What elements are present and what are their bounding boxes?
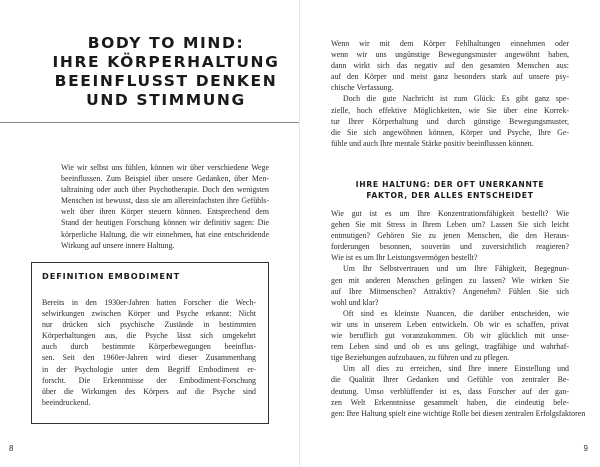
title-line: UND STIMMUNG [86,91,246,109]
text-line: wie beruflich gut voranzukommen. Ob wir glücklich mit unse- [331,331,569,341]
text-line: beeindruckend. [42,397,91,407]
text-line: wohl und klar? [331,297,379,307]
text-line: die Qualität Ihrer Gedanken und Gefühle von zentraler Be- [331,375,569,385]
text-line: welt über ihren Körper steuern können. Entsprechend dem [61,207,269,217]
title-line: IHRE KÖRPERHALTUNG [52,53,280,71]
text-line: wenn wir uns ungünstige Bewegungsmuster angewöhnt haben, [331,50,569,60]
intro-paragraph [61,162,269,251]
text-line: Menschen ist bewusst, dass sie am allereinfachsten ihre Gefühls- [61,196,269,206]
text-line: fühle und auch Ihre mentale Stärke positiv beeinflussen können. [331,138,534,148]
text-line: Um Ihr Selbstvertrauen und um Ihre Fähigkeit, Begegnun- [343,264,569,274]
text-line: auf Ihre Mitmenschen? Attraktiv? Angenehm? Fühlen Sie sich [331,286,569,296]
right-bottom-paragraphs [331,208,586,419]
text-line: deutung. Umso verblüffender ist es, dass Forscher auf der gan- [331,386,569,396]
subheading-line: FAKTOR, DER ALLES ENTSCHEIDET [366,191,534,200]
text-line: entmutigen? Gehören Sie zu jenen Menschen, die den Heraus- [331,231,569,241]
text-line: nur drücken sich psychische Zustände in bestimmten [42,320,256,330]
text-line: dann wirkt sich das negativ auf den gesamten Menschen aus: [331,61,569,71]
text-line: auch durch bestimmte Körperbewegungen beeinflus- [42,342,256,352]
subheading-line: IHRE HALTUNG: DER OFT UNERKANNTE [355,180,545,189]
text-line: in der Psychologie unter dem Begriff Embodiment er- [42,364,256,374]
page-number: 8 [9,444,14,453]
text-line: Wenn wir mit dem Körper Fehlhaltungen einnehmen oder [331,39,569,48]
text-line: zielle, hoch effektive Möglichkeiten, wie Sie über eine Korrek- [331,105,569,115]
text-line: Stand der heutigen Forschung können wir definitiv sagen: Die [61,218,269,228]
page-number: 9 [583,444,588,453]
text-line: Wirkung auf unsere innere Haltung. [61,240,175,250]
title-line: BEEINFLUSST DENKEN [54,72,278,90]
section-subheading [331,179,569,201]
text-line: über die Wirkungen des Körpers auf die Psyche sind [42,386,256,396]
text-line: taltraining oder auch über Psychotherapie. Doch den wenigsten [61,185,269,195]
text-line: chische Verfassung. [331,83,394,93]
right-top-paragraphs [331,38,569,149]
text-line: tige Beziehungen aufzubauen, zu führen und zu pflegen. [331,353,510,363]
text-line: zen Welt Erkenntnisse gesammelt haben, die eindeutig bele- [331,397,569,407]
text-line: sen. Seit den 1960er-Jahren wird dieser Zusammenhang [42,353,256,363]
text-line: Bereits in den 1930er-Jahren hatten Forscher die Wech- [42,298,256,307]
text-line: gen mit anderen Menschen gelingen zu lassen? Wie wirken Sie [331,275,569,285]
text-line: die Sie sich angewöhnen können, Körper und Psyche, Ihre Ge- [331,127,569,137]
text-line: auf den Körper und meist ganz besonders stark auf unsere psy- [331,72,569,82]
text-line: Um all dies zu erreichen, sind Ihre innere Einstellung und [343,364,569,374]
text-line: Doch die gute Nachricht ist zum Glück: Es gibt ganz spe- [343,94,569,104]
text-line: Wie gut ist es um Ihre Konzentrationsfähigkeit bestellt? Wie [331,209,569,218]
text-line: körperliche Haltung, die wir einnehmen, hat eine entscheidende [61,229,269,239]
text-line: Körperhaltungen aus, die Psyche lässt sich umgekehrt [42,331,256,341]
title-line: BODY TO MIND: [87,34,245,52]
text-line: tur Ihrer Körperhaltung und durch günstige Bewegungsmuster, [331,116,569,126]
text-line: wir uns in unserem Leben entwickeln. Ob wir es schaffen, privat [331,319,569,329]
text-line: gen: Ihre Haltung spielt eine wichtige Rolle bei diesen zentralen Erfolgsfaktoren [331,408,586,418]
text-line: beeinflussen. Zum Beispiel über unsere Gedanken, über Men- [61,174,269,184]
text-line: Wie ist es um Ihr Leistungsvermögen bestellt? [331,253,478,263]
text-line: forscht. Die Erkenntnisse der Embodiment-Forschung [42,375,256,385]
chapter-title [40,34,292,110]
definition-box [31,262,269,424]
text-line: rem Leben sind und ob es uns gelingt, tragfähige und wahrhaf- [331,342,569,352]
definition-box-title: DEFINITION EMBODIMENT [42,271,181,281]
right-page [300,0,600,467]
text-line: forderungen besonnen, souverän und zuversichtlich reagieren? [331,242,569,252]
text-line: Wie wir selbst uns fühlen, können wir über verschiedene Wege [61,163,269,172]
text-line: gehen Sie mit Stress in Ihrem Leben um? Lassen Sie sich leicht [331,220,569,230]
text-line: selwirkungen zwischen Körper und Psyche erkannt: Nicht [42,309,256,319]
text-line: Oft sind es kleinste Nuancen, die darüber entscheiden, wie [343,308,569,318]
definition-box-body [42,297,256,408]
title-divider [0,122,300,123]
